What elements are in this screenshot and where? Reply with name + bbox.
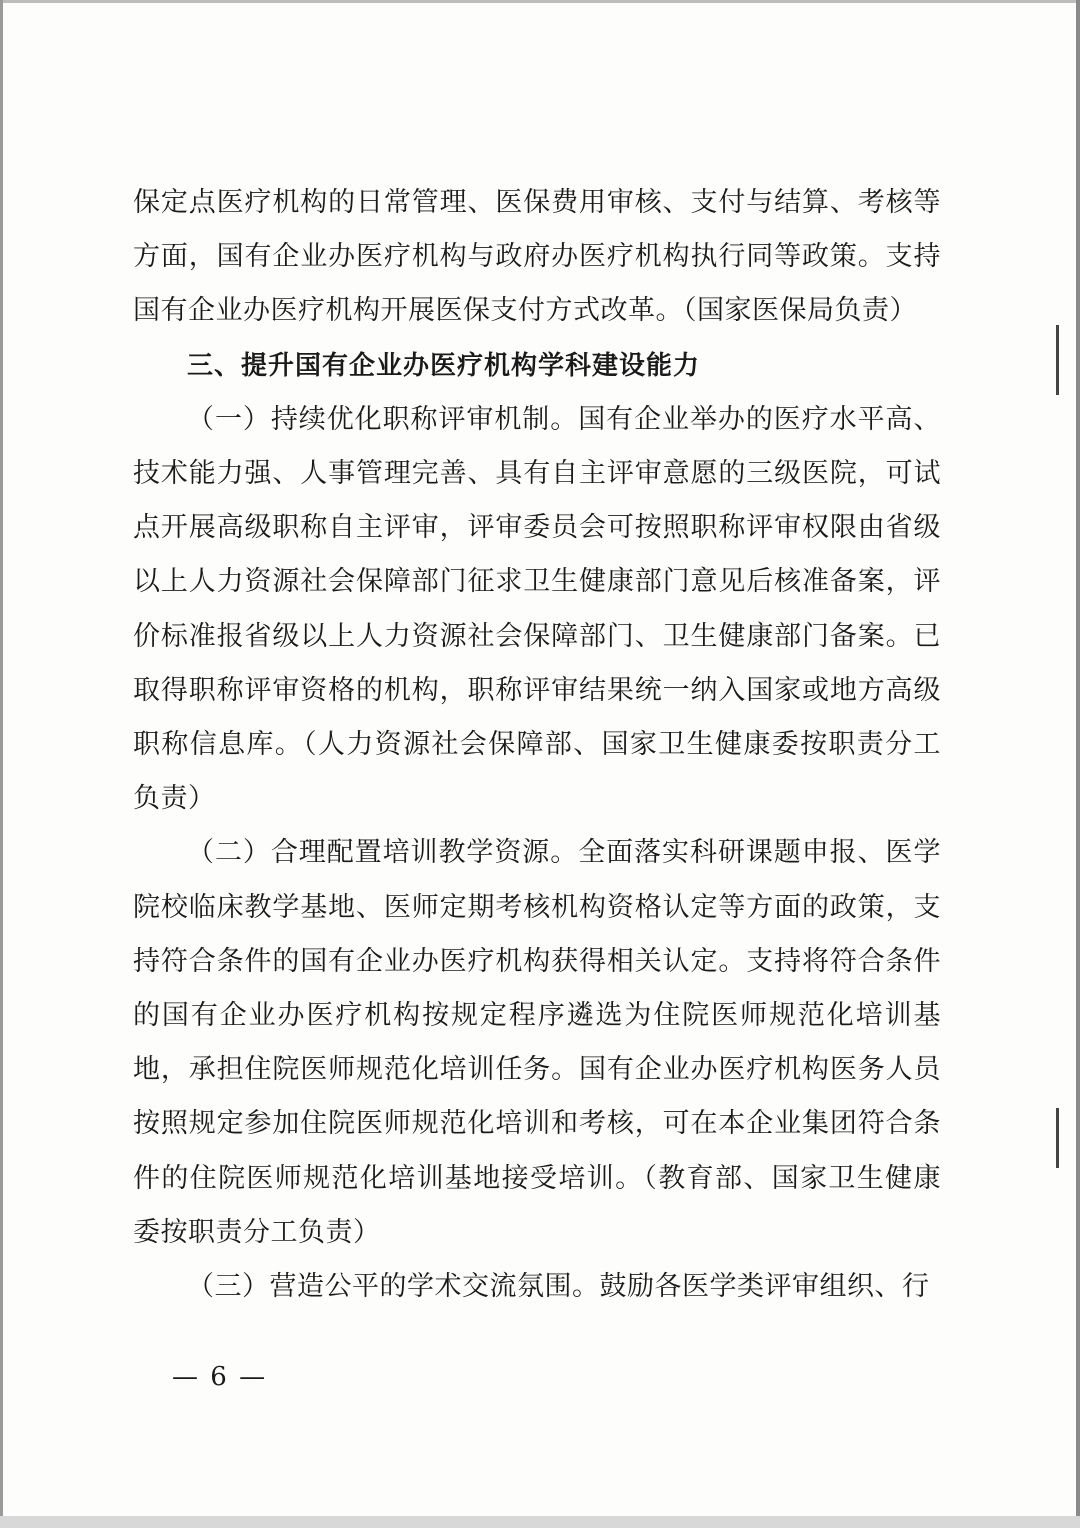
page-number: — 6 — (172, 1362, 268, 1392)
document-body (133, 176, 941, 1314)
binding-staple-mark (1056, 1108, 1059, 1168)
scan-border-left (0, 0, 3, 1528)
binding-staple-mark (1056, 325, 1059, 395)
paragraph-title-review: （一）持续优化职称评审机制。国有企业举办的医疗水平高、技术能力强、人事管理完善、具有自主评审意愿的三级医院，可试点开展高级职称自主评审，评审委员会可按照职称评审权限由省级以上人力资源社会保障部门征求卫生健康部门意见后核准备案，评价标准报省级以上人力资源社会保障部门、卫生健康部门备案。已取得职称评审资格的机构，职称评审结果统一纳入国家或地方高级职称信息库。（人力资源社会保障部、国家卫生健康委按职责分工负责） (133, 403, 941, 815)
section-heading: 三、提升国有企业办医疗机构学科建设能力 (187, 350, 701, 381)
scan-border-top (0, 0, 1080, 3)
paragraph-training-resources: （二）合理配置培训教学资源。全面落实科研课题申报、医学院校临床教学基地、医师定期考核机构资格认定等方面的政策，支持符合条件的国有企业办医疗机构获得相关认定。支持将符合条件的国有企业办医疗机构按规定程序遴选为住院医师规范化培训基地，承担住院医师规范化培训任务。国有企业办医疗机构医务人员按照规定参加住院医师规范化培训和考核，可在本企业集团符合条件的住院医师规范化培训基地接受培训。（教育部、国家卫生健康委按职责分工负责） (133, 837, 941, 1248)
paragraph-continuation: 保定点医疗机构的日常管理、医保费用审核、支付与结算、考核等方面，国有企业办医疗机构与政府办医疗机构执行同等政策。支持国有企业办医疗机构开展医保支付方式改革。（国家医保局负责） (133, 187, 941, 327)
scan-border-bottom (0, 1516, 1080, 1528)
scan-border-right (1076, 0, 1080, 1528)
paragraph-academic-exchange: （三）营造公平的学术交流氛围。鼓励各医学类评审组织、行 (187, 1271, 930, 1303)
